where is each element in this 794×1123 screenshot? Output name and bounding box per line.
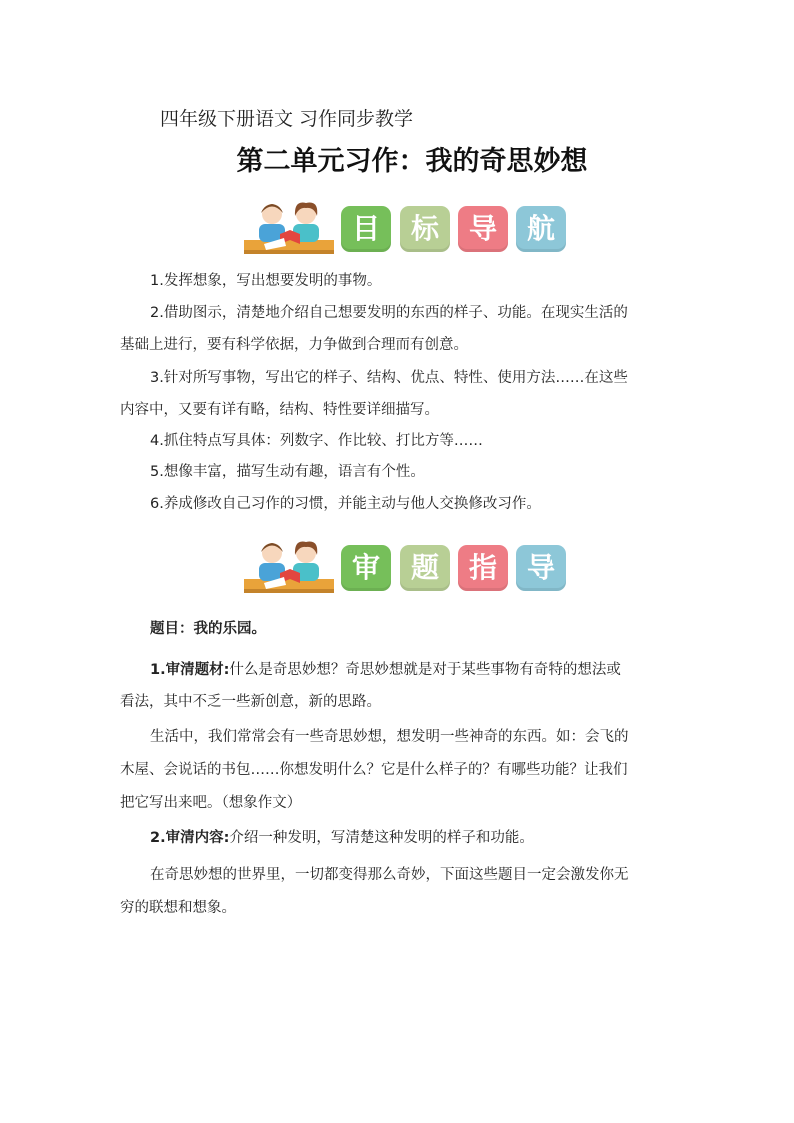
- goal-1: 1.发挥想象，写出想要发明的事物。: [150, 273, 382, 289]
- document-title: 第二单元习作：我的奇思妙想: [236, 146, 588, 177]
- goal-3: 3.针对所写事物，写出它的样子、结构、优点、特性、使用方法……在这些: [150, 370, 628, 386]
- banner-guidance: [244, 539, 574, 595]
- badge-char: 导: [516, 545, 566, 591]
- goal-2-continued: 基础上进行，要有科学依据，力争做到合理而有创意。: [120, 337, 468, 353]
- badge-char: 目: [341, 206, 391, 252]
- guide-item-2-label: 2.审清内容:: [150, 830, 230, 846]
- guide-item-1-text: 什么是奇思妙想？奇思妙想就是对于某些事物有奇特的想法或: [229, 662, 621, 678]
- students-reading-icon: [244, 539, 334, 595]
- goal-6: 6.养成修改自己习作的习惯，并能主动与他人交换修改习作。: [150, 496, 541, 512]
- badge-char: 标: [400, 206, 450, 252]
- goal-3-continued: 内容中，又要有详有略，结构、特性要详细描写。: [120, 402, 439, 418]
- goal-4: 4.抓住特点写具体：列数字、作比较、打比方等……: [150, 433, 483, 449]
- guide-item-2: [120, 828, 680, 848]
- guide-paragraph-3-line-1: 在奇思妙想的世界里，一切都变得那么奇妙，下面这些题目一定会激发你无: [150, 867, 629, 883]
- badge-char: 航: [516, 206, 566, 252]
- guide-item-2-text: 介绍一种发明，写清楚这种发明的样子和功能。: [229, 830, 534, 846]
- goal-2: 2.借助图示，清楚地介绍自己想要发明的东西的样子、功能。在现实生活的: [150, 305, 628, 321]
- guide-paragraph-3-line-2: 穷的联想和想象。: [120, 900, 236, 916]
- badge-char: 题: [400, 545, 450, 591]
- guide-item-1-continued: 看法，其中不乏一些新创意，新的思路。: [120, 694, 381, 710]
- guide-paragraph-2-line-2: 木屋、会说话的书包……你想发明什么？它是什么样子的？有哪些功能？让我们: [120, 762, 628, 778]
- guide-paragraph-2-line-1: 生活中，我们常常会有一些奇思妙想，想发明一些神奇的东西。如：会飞的: [150, 729, 629, 745]
- guide-item-1-label: 1.审清题材:: [150, 662, 230, 678]
- students-reading-icon: [244, 200, 334, 256]
- document-subtitle: 四年级下册语文 习作同步教学: [160, 108, 414, 130]
- guide-paragraph-2-line-3: 把它写出来吧。（想象作文）: [120, 795, 302, 811]
- banner-goals: [244, 200, 574, 256]
- topic-heading: 题目：我的乐园。: [150, 621, 266, 637]
- badge-char: 指: [458, 545, 508, 591]
- badge-char: 审: [341, 545, 391, 591]
- badge-char: 导: [458, 206, 508, 252]
- goal-5: 5.想像丰富，描写生动有趣，语言有个性。: [150, 464, 425, 480]
- guide-item-1: [120, 660, 680, 680]
